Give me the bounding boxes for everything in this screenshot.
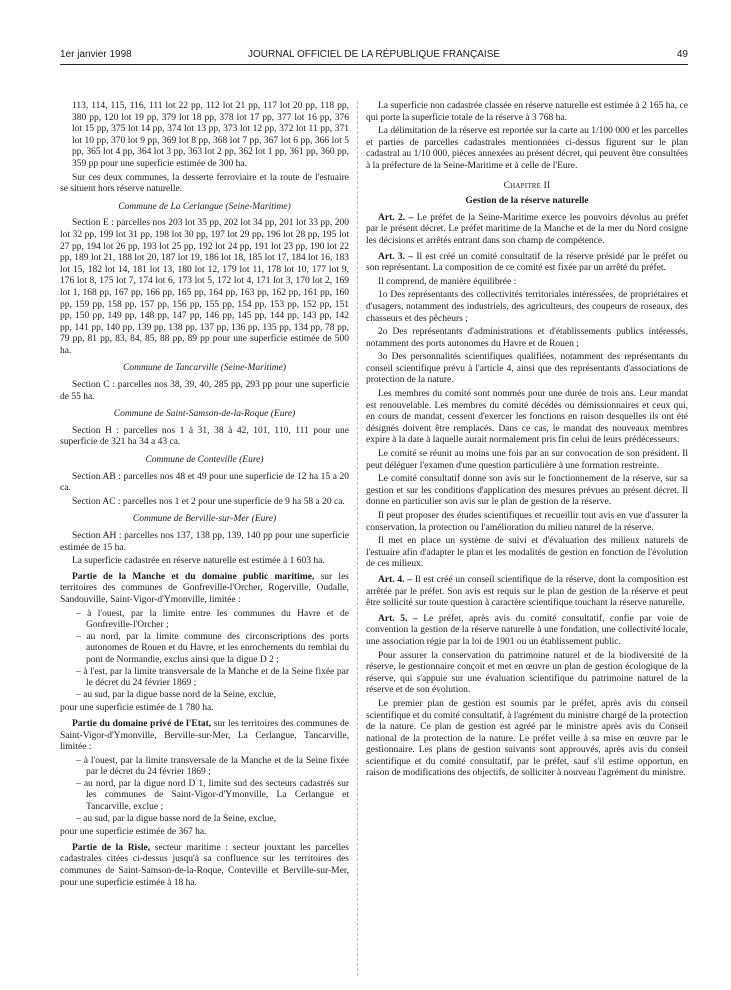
paragraph-patrimoine: Pour assurer la conservation du patrimoine naturel et de la biodiversité de la réserve, le gestionnaire conçoit et met en œuvre un plan de gestion écologique de la réserve, qui s'appuie sur une évaluation scientifique du patrimoine naturel de la réserve et de son évolution. — [366, 650, 688, 696]
paragraph-communes: Sur ces deux communes, la desserte ferroviaire et la route de l'estuaire se situent hors réserve naturelle. — [60, 172, 349, 195]
paragraph-berville: Section AH : parcelles nos 137, 138 pp, 139, 140 pp pour une superficie estimée de 15 ha. — [60, 531, 349, 553]
right-column — [366, 101, 688, 981]
list-item: – au sud, par la digue basse nord de la Seine, exclue, — [76, 813, 276, 824]
parcel-list-continuation: 113, 114, 115, 116, 111 lot 22 pp, 112 lot 21 pp, 117 lot 20 pp, 118 pp, 380 pp, 120 lot 19 pp, 379 lot 18 pp, 378 lot 17 pp, 377 lot 16 pp, 376 lot 15 pp, 375 lot 14 pp, 374 lot 13 pp, 373 lot 12 pp, 372 lot 11 pp, 371 lot 10 pp, 370 lot 9 pp, 369 lot 8 pp, 368 lot 7 pp, 367 lot 6 pp, 366 lot 5 pp, 365 lot 4 pp, 364 lot 3 pp, 363 lot 2 pp, 362 lot 1 pp, 361 pp, 360 pp, 359 pp pour une superficie estimée de 300 ha. — [72, 101, 349, 169]
manche-superficie: pour une superficie estimée de 1 780 ha. — [60, 703, 214, 714]
paragraph-conteville-ac: Section AC : parcelles nos 1 et 2 pour une superficie de 9 ha 58 a 20 ca. — [72, 496, 345, 507]
manche-title: Partie de la Manche et du domaine public maritime, — [72, 571, 315, 582]
heading-la-cerlangue: Commune de La Cerlangue (Seine-Maritime) — [118, 201, 291, 212]
heading-tancarville: Commune de Tancarville (Seine-Maritime) — [123, 363, 286, 374]
paragraph-item-2: 2o Des représentants d'administrations et d'établissements publics intéressés, notamment des ports autonomes du Havre et de Rouen ; — [366, 327, 688, 349]
manche-limits-list — [60, 609, 349, 702]
paragraph-superficie-cadastree: La superficie cadastrée en réserve naturelle est estimée à 1 603 ha. — [72, 556, 325, 567]
paragraph-comprend: Il comprend, de manière équilibrée : — [378, 276, 517, 287]
article-4-label: Art. 4. – — [378, 574, 413, 585]
risle-title: Partie de la Risle, — [72, 842, 151, 853]
article-4 — [366, 575, 688, 610]
article-3 — [366, 252, 688, 275]
list-item: – à l'ouest, par la limite transversale de la Manche et de la Seine fixée par le décret du 24 février 1869 ; — [76, 755, 349, 778]
paragraph-saint-samson: Section H : parcelles nos 1 à 31, 38 à 42, 101, 110, 111 pour une superficie de 321 ha 34 a 43 ca. — [60, 425, 349, 448]
heading-conteville: Commune de Conteville (Eure) — [145, 455, 264, 466]
article-5-label: Art. 5. – — [378, 613, 418, 624]
article-3-text: Il est créé un comité consultatif de la réserve présidé par le préfet ou son représentant. La composition de ce comité est fixée par un arrêté du préfet. — [366, 251, 688, 274]
paragraph-plan-de-gestion: Le premier plan de gestion est soumis par le préfet, après avis du conseil scientifique et du comité consultatif, à l'agrément du ministre chargé de la protection de la nature. Ce plan de gestion est agréé par le ministre après avis du Conseil national de la protection de la nature. Le préfet veille à sa mise en œuvre par le gestionnaire. Les plans de gestion suivants sont approuvés, après avis du conseil scientifique et du comité consultatif, par le préfet, sauf s'il estime opportun, en raison de modifications des objectifs, de solliciter à nouveau l'agrément du ministre. — [366, 698, 688, 779]
heading-saint-samson: Commune de Saint-Samson-de-la-Roque (Eure) — [113, 409, 296, 420]
header-rule — [60, 64, 688, 65]
section-heading: Gestion de la réserve naturelle — [465, 196, 589, 207]
list-item: – au nord, par la digue nord D 1, limite sud des secteurs cadastrés sur les communes de Saint-Vigor-d'Ymonville, La Cerlangue et Tancarville, exclue ; — [76, 778, 349, 813]
prive-limits-list — [60, 756, 349, 826]
article-4-text: Il est créé un conseil scientifique de la réserve, dont la composition est arrêtée par le préfet. Son avis est requis sur le plan de gestion de la réserve et peut être sollicité sur toute question à caractère scientifique touchant la réserve naturelle. — [366, 574, 688, 609]
paragraph-domaine-prive — [60, 719, 349, 754]
article-5-text: Le préfet, après avis du comité consultatif, confie par voie de convention la gestion de la réserve naturelle à une fondation, une collectivité locale, une association régie par la loi de 1901 ou un établissement public. — [366, 613, 688, 647]
list-item: – au nord, par la limite commune des circonscriptions des ports autonomes de Rouen et du Havre, et les enrochements du remblai du pont de Normandie, exclus ainsi que la digue D 2 ; — [76, 631, 349, 665]
left-column — [60, 101, 349, 981]
column-separator — [357, 101, 358, 976]
paragraph-manche — [60, 572, 349, 607]
paragraph-delimitation: La délimitation de la réserve est reportée sur la carte au 1/100 000 et les parcelles et parties de parcelles cadastrales mentionnées ci-dessus figurent sur le plan cadastral au 1/10 000, pièces annexées au présent décret, qui peuvent être consultées à la préfecture de la Seine-Maritime et à celle de l'Eure. — [366, 126, 688, 171]
header-journal-title: JOURNAL OFFICIEL DE LA RÉPUBLIQUE FRANÇAISE — [247, 49, 501, 60]
chapter-heading: Chapitre II — [503, 180, 551, 191]
list-item: – à l'est, par la limite transversale de la Manche et de la Seine fixée par le décret du 24 février 1869 ; — [76, 666, 349, 689]
header-page-number: 49 — [676, 49, 688, 60]
paragraph-item-3: 3o Des personnalités scientifiques qualifiées, notamment des représentants du conseil scientifique prévu à l'article 4, ainsi que des représentants d'associations de protection de la nature. — [366, 352, 688, 386]
paragraph-tancarville: Section C : parcelles nos 38, 39, 40, 285 pp, 293 pp pour une superficie de 55 ha. — [60, 380, 349, 402]
manche-text: sur les territoires des communes de Gonfreville-l'Orcher, Rogerville, Oudalle, Sandouville, Saint-Vigor-d'Ymonville, limitée : — [60, 571, 349, 605]
paragraph-etudes: Il peut proposer des études scientifiques et recueillir tout avis en vue d'assurer la conservation, la protection ou l'amélioration du milieu naturel de la réserve. — [366, 511, 688, 533]
article-2-text: Le préfet de la Seine-Maritime exerce les pouvoirs dévolus au préfet par le présent décret. Le préfet maritime de la Manche et de la mer du Nord cosigne les décisions et arrêtés entrant dans son champ de compétence. — [366, 212, 688, 246]
paragraph-la-cerlangue: Section E : parcelles nos 203 lot 35 pp, 202 lot 34 pp, 201 lot 33 pp, 200 lot 32 pp, 199 lot 31 pp, 198 lot 30 pp, 197 lot 29 pp, 196 lot 28 pp, 195 lot 27 pp, 194 lot 26 pp, 193 lot 25 pp, 192 lot 24 pp, 191 lot 23 pp, 190 lot 22 pp, 189 lot 21, 188 lot 20, 187 lot 19, 186 lot 18, 185 lot 17, 184 lot 16, 183 lot 15, 182 lot 14, 181 lot 13, 180 lot 12, 179 lot 11, 178 lot 10, 177 lot 9, 176 lot 8, 175 lot 7, 174 lot 6, 173 lot 5, 172 lot 4, 171 lot 3, 170 lot 2, 169 lot 1, 168 pp, 167 pp, 166 pp, 165 pp, 164 pp, 163 pp, 162 pp, 161 pp, 160 pp, 159 pp, 158 pp, 157 pp, 156 pp, 155 pp, 154 pp, 153 pp, 152 pp, 151 pp, 150 pp, 149 pp, 148 pp, 147 pp, 146 pp, 145 pp, 144 pp, 143 pp, 142 pp, 141 pp, 140 pp, 139 pp, 138 pp, 137 pp, 136 pp, 135 pp, 134 pp, 78 pp, 79 pp, 81 pp, 83, 84, 85, 88 pp, 89 pp pour une superficie estimée de 500 ha. — [60, 218, 349, 356]
prive-title: Partie du domaine privé de l'Etat, — [72, 718, 212, 729]
paragraph-superficie-non-cadastree: La superficie non cadastrée classée en réserve naturelle est estimée à 2 165 ha, ce qui porte la superficie totale de la réserve à 3 768 ha. — [366, 101, 688, 123]
article-3-label: Art. 3. – — [378, 251, 414, 262]
risle-text: secteur maritime : secteur jouxtant les parcelles cadastrales citées ci-dessus jusqu'à sa confluence sur les territoires des communes de Saint-Samson-de-la-Roque, Conteville et Berville-sur-Mer, pour une superficie estimée à 18 ha. — [60, 842, 349, 888]
paragraph-risle — [60, 843, 349, 889]
list-item: – à l'ouest, par la limite entre les communes du Havre et de Gonfreville-l'Orcher ; — [76, 608, 349, 631]
prive-superficie: pour une superficie estimée de 367 ha. — [60, 827, 207, 838]
paragraph-suivi: Il met en place un système de suivi et d'évaluation des milieux naturels de l'estuaire afin d'adapter le plan et les modalités de gestion en fonction de l'évolution de ces milieux. — [366, 536, 688, 570]
header-date: 1er janvier 1998 — [60, 49, 132, 60]
article-5 — [366, 614, 688, 649]
paragraph-item-1: 1o Des représentants des collectivités territoriales intéressées, de propriétaires et d'usagers, notamment des industriels, des agriculteurs, des coupeurs de roseaux, des chasseurs et des pêcheurs ; — [366, 290, 688, 324]
list-item: – au sud, par la digue basse nord de la Seine, exclue, — [76, 689, 276, 700]
article-2 — [366, 213, 688, 248]
paragraph-avis: Le comité consultatif donne son avis sur le fonctionnement de la réserve, sur sa gestion et sur les conditions d'application des mesures prévues au présent décret. Il donne en particulier son avis sur le plan de gestion de la réserve. — [366, 474, 688, 508]
article-2-label: Art. 2. – — [378, 212, 414, 223]
page-header — [60, 49, 688, 63]
heading-berville: Commune de Berville-sur-Mer (Eure) — [132, 514, 277, 525]
paragraph-conteville-ab: Section AB : parcelles nos 48 et 49 pour une superficie de 12 ha 15 a 20 ca. — [60, 471, 349, 494]
prive-text: sur les territoires des communes de Saint-Vigor-d'Ymonville, Berville-sur-Mer, La Cerlangue, Tancarville, limitée : — [60, 718, 349, 753]
paragraph-membres: Les membres du comité sont nommés pour une durée de trois ans. Leur mandat est renouvelable. Les membres du comité décédés ou démissionnaires et ceux qui, en cours de mandat, cessent d'exercer les fonctions en raison desquelles ils ont été désignés doivent être remplacés. Dans ce cas, le mandat des nouveaux membres expire à la date à laquelle aurait normalement pris fin celui de leurs prédécesseurs. — [366, 389, 688, 446]
paragraph-reunion: Le comité se réunit au moins une fois par an sur convocation de son président. Il peut déléguer l'examen d'une question particulière à une formation restreinte. — [366, 449, 688, 471]
